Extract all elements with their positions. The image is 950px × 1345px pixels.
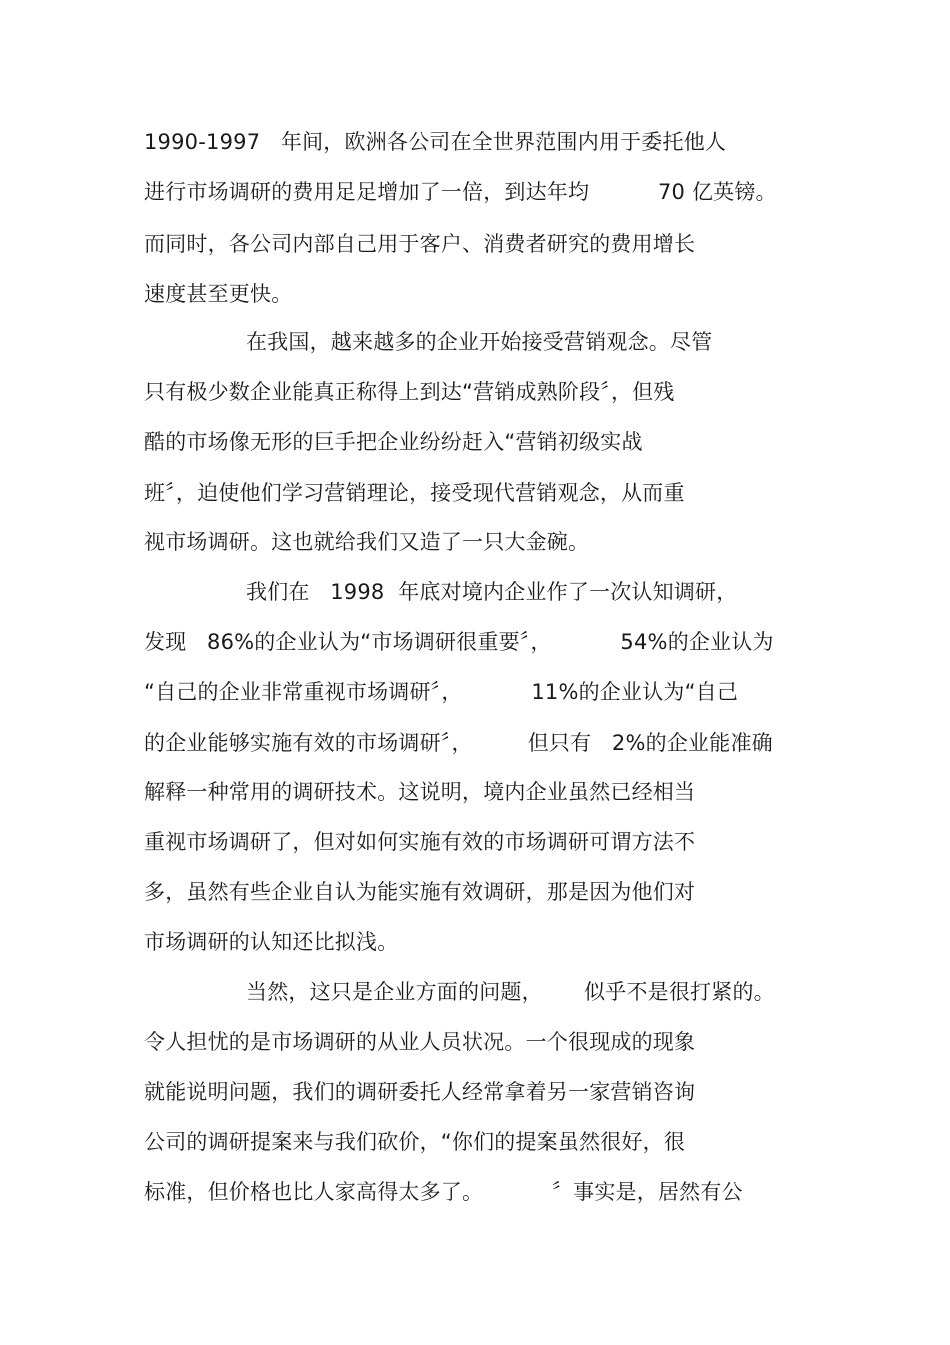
text-line: 酷的市场像无形的巨手把企业纷纷赶入“营销初级实战	[144, 430, 643, 454]
text-line: 1990-1997 年间，欧洲各公司在全世界范围内用于委托他人	[144, 130, 727, 154]
text-line: 解释一种常用的调研技术。这说明，境内企业虽然已经相当	[144, 780, 696, 804]
text-line: “自己的企业非常重视市场调研〞， 11%的企业认为“自己	[144, 680, 739, 704]
text-line: 进行市场调研的费用足足增加了一倍，到达年均 70 亿英镑。	[144, 180, 777, 204]
text-line: 视市场调研。这也就给我们又造了一只大金碗。	[144, 530, 590, 554]
text-line: 发现 86%的企业认为“市场调研很重要〞， 54%的企业认为	[144, 630, 774, 654]
text-line: 速度甚至更快。	[144, 282, 293, 306]
text-line: 令人担忧的是市场调研的从业人员状况。一个很现成的现象	[144, 1030, 696, 1054]
text-line: 当然，这只是企业方面的问题， 似乎不是很打紧的。	[246, 980, 775, 1004]
text-line: 就能说明问题，我们的调研委托人经常拿着另一家营销咨询	[144, 1080, 696, 1104]
text-line: 市场调研的认知还比拟浅。	[144, 930, 399, 954]
text-line: 我们在 1998 年底对境内企业作了一次认知调研，	[246, 580, 738, 604]
text-line: 而同时，各公司内部自己用于客户、消费者研究的费用增长	[144, 232, 696, 256]
text-line: 在我国，越来越多的企业开始接受营销观念。尽管	[246, 330, 713, 354]
text-line: 的企业能够实施有效的市场调研〞， 但只有 2%的企业能准确	[144, 731, 773, 755]
text-line: 标准，但价格也比人家高得太多了。 〞事实是，居然有公	[144, 1180, 743, 1204]
text-line: 公司的调研提案来与我们砍价，“你们的提案虽然很好，很	[144, 1130, 686, 1154]
text-line: 多，虽然有些企业自认为能实施有效调研，那是因为他们对	[144, 880, 696, 904]
text-line: 班〞，迫使他们学习营销理论，接受现代营销观念，从而重	[144, 481, 685, 505]
text-line: 重视市场调研了，但对如何实施有效的市场调研可谓方法不	[144, 830, 696, 854]
text-line: 只有极少数企业能真正称得上到达“营销成熟阶段〞，但残	[144, 380, 675, 404]
